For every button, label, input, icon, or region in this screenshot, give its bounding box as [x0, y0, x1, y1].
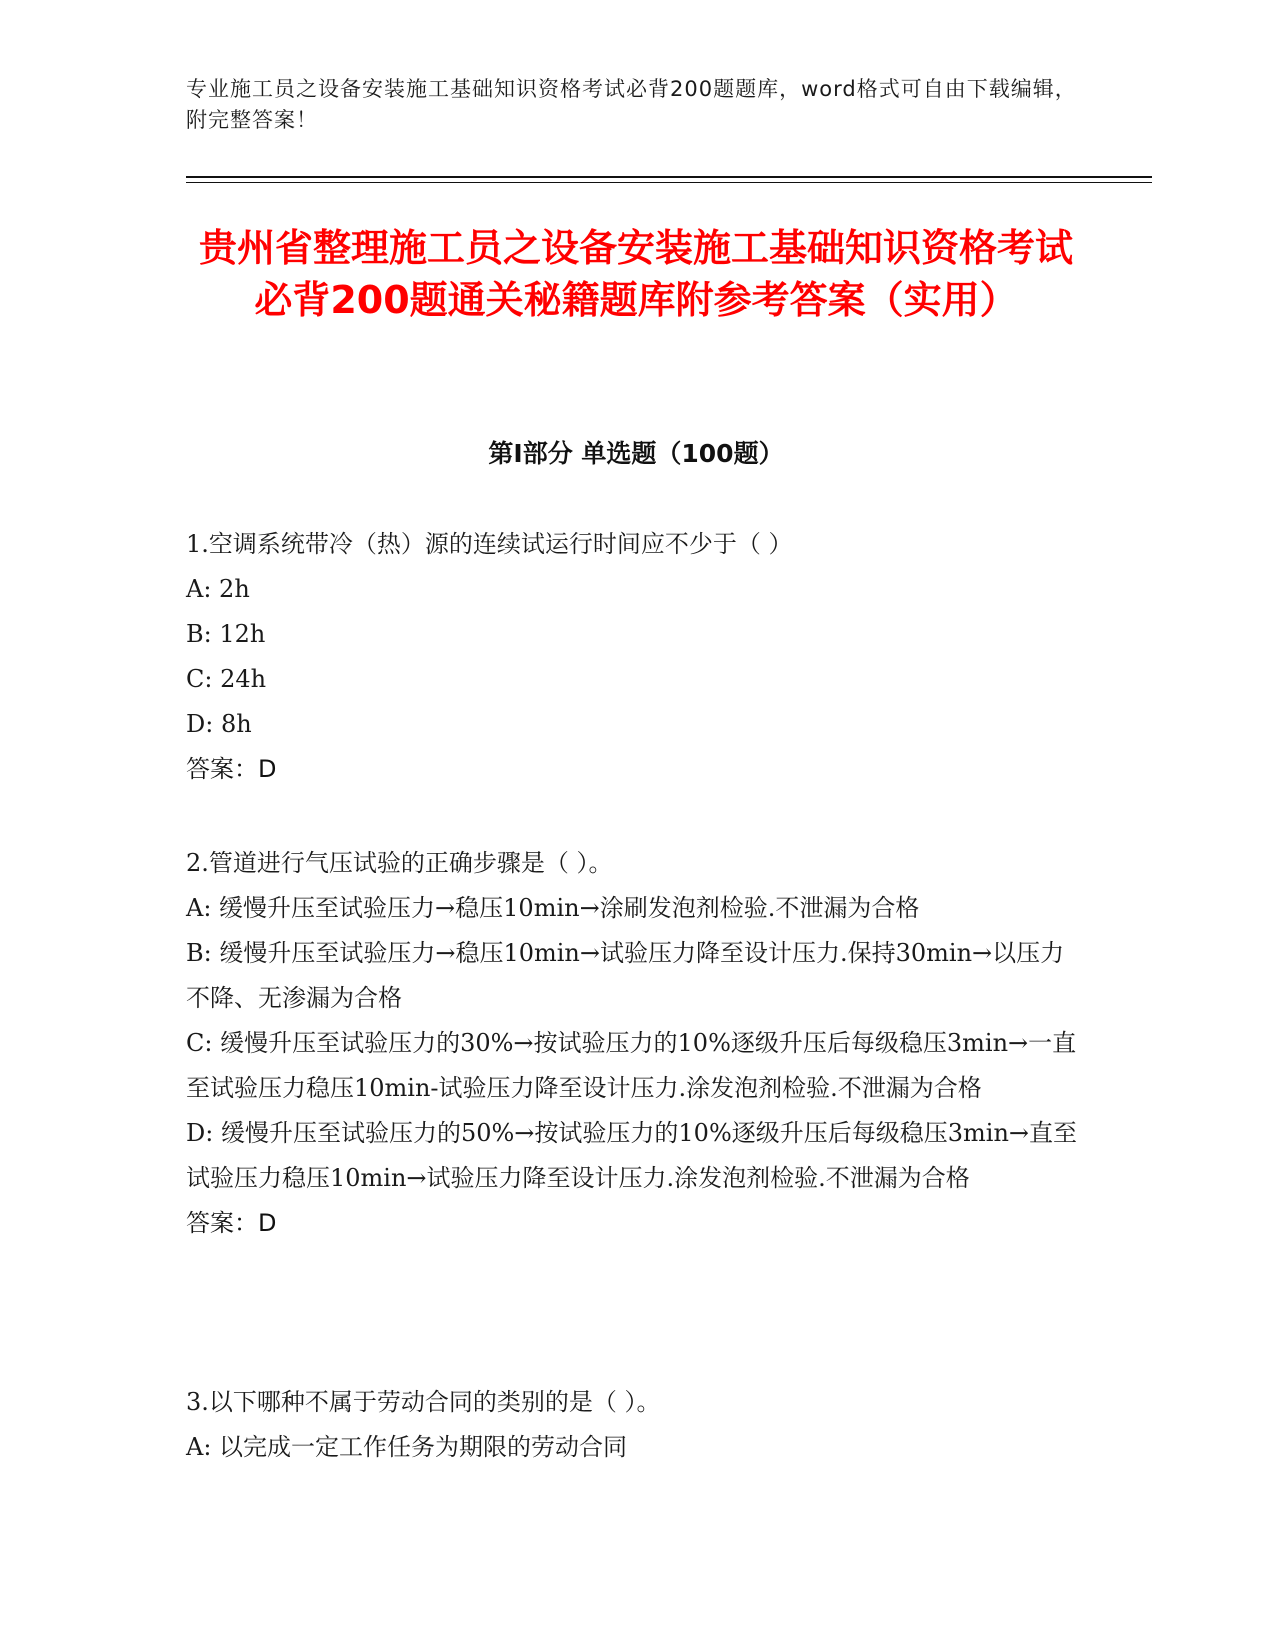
- option-b: B: 缓慢升压至试验压力→稳压10min→试验压力降至设计压力.保持30min→以压力不降、无渗漏为合格: [186, 939, 1065, 1012]
- question-1: [186, 522, 1086, 792]
- option-a: A: 缓慢升压至试验压力→稳压10min→涂刷发泡剂检验.不泄漏为合格: [186, 894, 920, 922]
- header-note: 专业施工员之设备安装施工基础知识资格考试必背200题题库，word格式可自由下载编辑，附完整答案！: [186, 77, 1077, 132]
- header-divider-thin: [186, 182, 1152, 183]
- document-title: 贵州省整理施工员之设备安装施工基础知识资格考试必背200题通关秘籍题库附参考答案（实用）: [198, 226, 1073, 322]
- question-2: [186, 841, 1086, 1246]
- question-stem: 3.以下哪种不属于劳动合同的类别的是（ ）。: [186, 1388, 661, 1416]
- answer: 答案：D: [186, 1209, 277, 1237]
- answer: 答案：D: [186, 755, 277, 783]
- header-divider-thick: [186, 176, 1152, 178]
- option-d: D: 缓慢升压至试验压力的50%→按试验压力的10%逐级升压后每级稳压3min→直至试验压力稳压10min→试验压力降至设计压力.涂发泡剂检验.不泄漏为合格: [186, 1119, 1078, 1192]
- option-b: B: 12h: [186, 620, 266, 648]
- question-3: [186, 1380, 1086, 1470]
- option-d: D: 8h: [186, 710, 252, 738]
- option-c: C: 缓慢升压至试验压力的30%→按试验压力的10%逐级升压后每级稳压3min→一直至试验压力稳压10min-试验压力降至设计压力.涂发泡剂检验.不泄漏为合格: [186, 1029, 1077, 1102]
- option-a: A: 2h: [186, 575, 250, 603]
- option-a: A: 以完成一定工作任务为期限的劳动合同: [186, 1433, 628, 1461]
- option-c: C: 24h: [186, 665, 267, 693]
- section-heading: 第I部分 单选题（100题）: [488, 439, 784, 468]
- question-stem: 2.管道进行气压试验的正确步骤是（ ）。: [186, 849, 613, 877]
- question-stem: 1.空调系统带冷（热）源的连续试运行时间应不少于（ ）: [186, 530, 793, 558]
